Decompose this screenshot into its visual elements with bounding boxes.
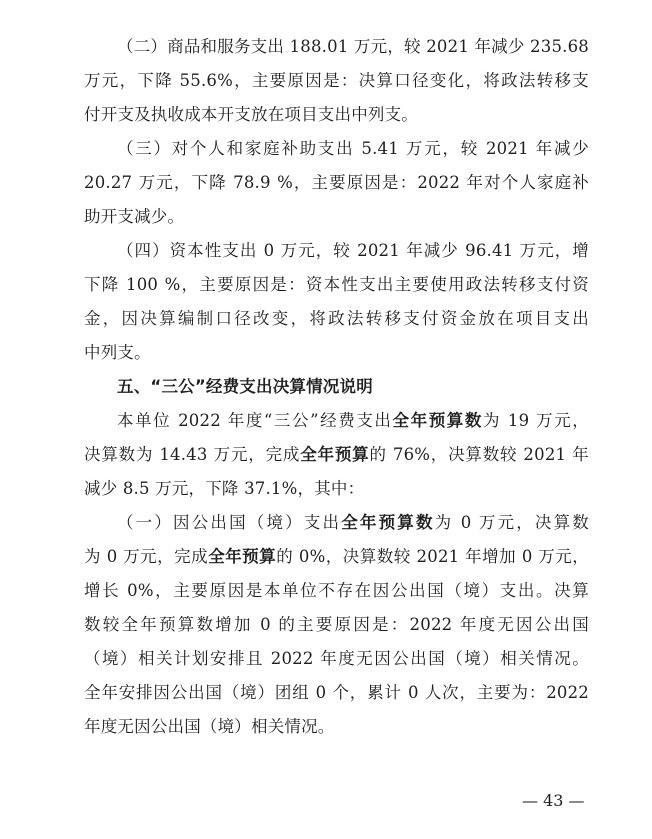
paragraph-overseas-travel <box>84 506 589 744</box>
text-line: 全年安排因公出国（境）团组 0 个，累计 0 人次，主要为：2022 <box>84 683 589 702</box>
text-segment: （一）因公出国（境）支出 <box>117 513 342 532</box>
text-line <box>84 506 589 540</box>
text-line: （四）资本性支出 0 万元，较 2021 年减少 96.41 万元，增 <box>117 241 589 260</box>
text-line <box>84 438 589 472</box>
text-line: 20.27 万元，下降 78.9 %，主要原因是：2022 年对个人家庭补 <box>84 173 589 192</box>
text-line: （三）对个人和家庭补助支出 5.41 万元，较 2021 年减少 <box>117 139 589 158</box>
paragraph-goods-services <box>84 30 589 132</box>
text-line <box>84 540 589 574</box>
text-line: 增长 0%，主要原因是本单位不存在因公出国（境）支出。决算 <box>84 581 589 600</box>
text-line: 下降 100 %，主要原因是：资本性支出主要使用政法转移支付资 <box>84 275 589 294</box>
text-segment: 为 0 万元，决算数 <box>434 513 589 532</box>
document-body <box>84 30 589 744</box>
text-line <box>84 404 589 438</box>
text-line: （二）商品和服务支出 188.01 万元，较 2021 年减少 235.68 <box>117 37 589 56</box>
text-line: 中列支。 <box>84 343 151 362</box>
section-heading: 五、“三公”经费支出决算情况说明 <box>117 377 373 396</box>
bold-text-segment: 全年预算 <box>300 445 370 464</box>
text-segment: 为 19 万元， <box>482 411 590 430</box>
paragraph-three-public-summary <box>84 404 589 506</box>
page-number: — 43 — <box>522 791 585 810</box>
text-segment: 为 0 万元，完成 <box>84 547 209 566</box>
text-segment: 的 76%，决算数较 2021 年 <box>369 445 589 464</box>
paragraph-personal-subsidy <box>84 132 589 234</box>
text-segment: 本单位 2022 年度“三公”经费支出 <box>117 411 393 430</box>
text-line: 助开支减少。 <box>84 207 185 226</box>
bold-text-segment: 全年预算数 <box>392 411 483 430</box>
text-line: 万元，下降 55.6%，主要原因是：决算口径变化，将政法转移支 <box>84 71 589 90</box>
text-line: 数较全年预算数增加 0 的主要原因是：2022 年度无因公出国 <box>84 615 589 634</box>
paragraph-capital-expenditure <box>84 234 589 370</box>
text-line: 付开支及执收成本开支放在项目支出中列支。 <box>84 105 418 124</box>
text-segment: 的 0%，决算数较 2021 年增加 0 万元， <box>276 547 589 566</box>
bold-text-segment: 全年预算数 <box>341 513 435 532</box>
text-line: 金，因决算编制口径改变，将政法转移支付资金放在项目支出 <box>84 309 589 328</box>
text-line: （境）相关计划安排且 2022 年度无因公出国（境）相关情况。 <box>84 649 589 668</box>
text-line: 减少 8.5 万元，下降 37.1%，其中： <box>84 479 365 498</box>
text-segment: 决算数为 14.43 万元，完成 <box>84 445 301 464</box>
bold-text-segment: 全年预算 <box>208 547 277 566</box>
text-line: 年度无因公出国（境）相关情况。 <box>84 717 335 736</box>
